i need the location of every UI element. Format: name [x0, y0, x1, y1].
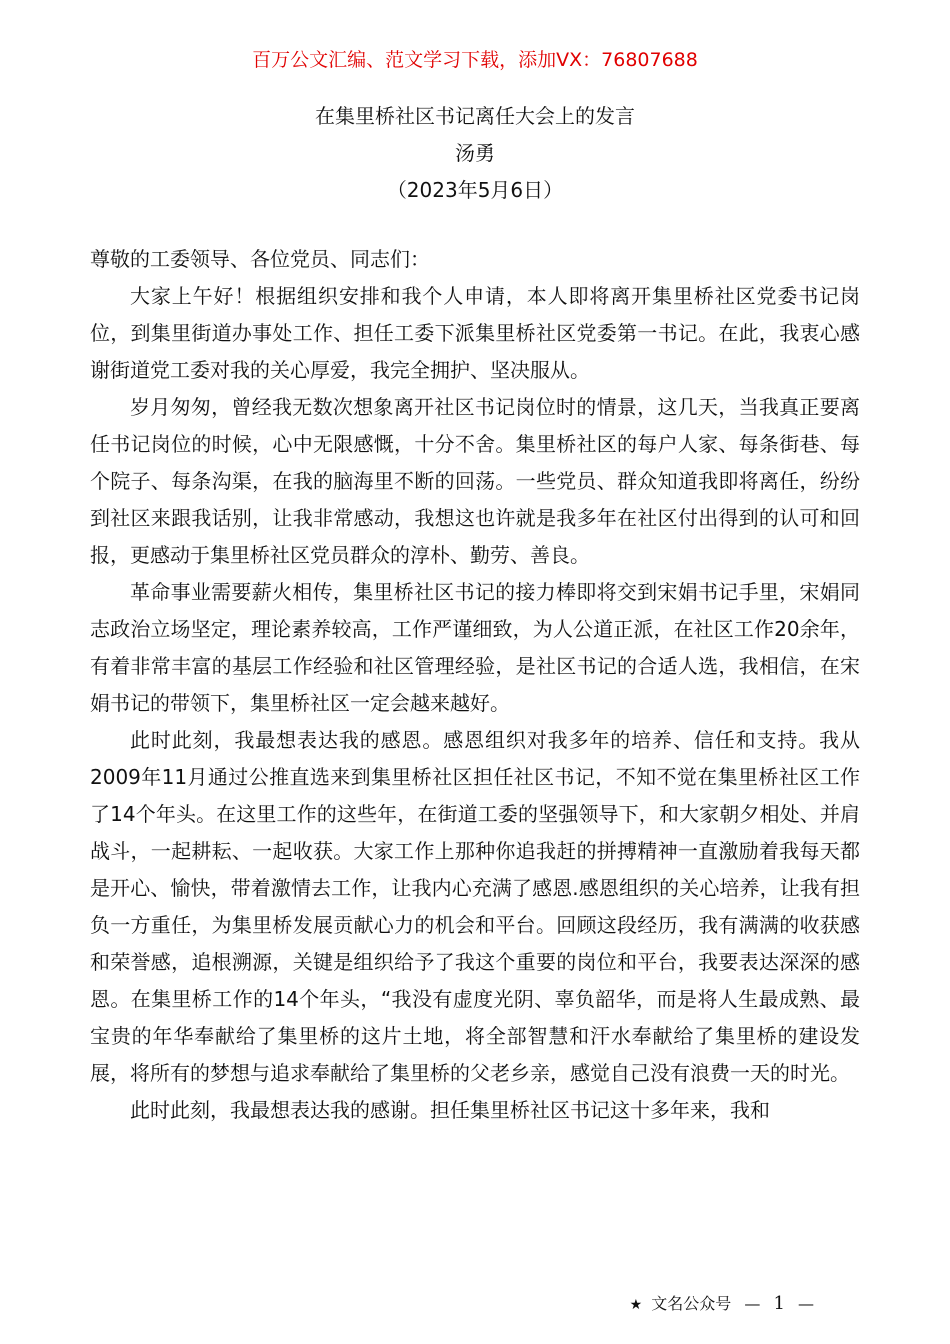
paragraph-1: 大家上午好！根据组织安排和我个人申请，本人即将离开集里桥社区党委书记岗位，到集里街道办事处工作、担任工委下派集里桥社区党委第一书记。在此，我衷心感谢街道党工委对我的关心厚爱，我完全拥护、坚决服从。: [90, 284, 860, 382]
speech-title: 在集里桥社区书记离任大会上的发言: [315, 104, 635, 128]
footer-source: 文名公众号: [651, 1294, 732, 1313]
paragraph-2: 岁月匆匆，曾经我无数次想象离开社区书记岗位时的情景，这几天，当我真正要离任书记岗位的时候，心中无限感慨，十分不舍。集里桥社区的每户人家、每条街巷、每个院子、每条沟渠，在我的脑海里不断的回荡。一些党员、群众知道我即将离任，纷纷到社区来跟我话别，让我非常感动，我想这也许就是我多年在社区付出得到的认可和回报，更感动于集里桥社区党员群众的淳朴、勤劳、善良。: [90, 395, 860, 567]
salutation: 尊敬的工委领导、各位党员、同志们：: [90, 247, 430, 271]
footer-dash-right: —: [798, 1294, 814, 1313]
header-block: [0, 98, 950, 209]
page-number: 1: [773, 1293, 785, 1314]
paragraph-4: 此时此刻，我最想表达我的感恩。感恩组织对我多年的培养、信任和支持。我从2009年11月通过公推直选来到集里桥社区担任社区书记，不知不觉在集里桥社区工作了14个年头。在这里工作的这些年，在街道工委的坚强领导下，和大家朝夕相处、并肩战斗，一起耕耘、一起收获。大家工作上那种你追我赶的拼搏精神一直激励着我每天都是开心、愉快，带着激情去工作，让我内心充满了感恩.感恩组织的关心培养，让我有担负一方重任，为集里桥发展贡献心力的机会和平台。回顾这段经历，我有满满的收获感和荣誉感，追根溯源，关键是组织给予了我这个重要的岗位和平台，我要表达深深的感恩。在集里桥工作的14个年头，“我没有虚度光阴、辜负韶华，而是将人生最成熟、最宝贵的年华奉献给了集里桥的这片土地，将全部智慧和汗水奉献给了集里桥的建设发展，将所有的梦想与追求奉献给了集里桥的父老乡亲，感觉自己没有浪费一天的时光。: [90, 728, 860, 1085]
footer-dash-left: —: [744, 1294, 761, 1313]
paragraph-3: 革命事业需要薪火相传，集里桥社区书记的接力棒即将交到宋娟书记手里，宋娟同志政治立场坚定，理论素养较高，工作严谨细致，为人公道正派，在社区工作20余年，有着非常丰富的基层工作经验和社区管理经验，是社区书记的合适人选，我相信，在宋娟书记的带领下，集里桥社区一定会越来越好。: [90, 580, 860, 715]
speech-body: [90, 241, 860, 1129]
star-icon: ★: [629, 1297, 643, 1313]
promo-banner: 百万公文汇编、范文学习下载，添加VX：76807688: [252, 49, 698, 71]
speech-date: （2023年5月6日）: [386, 178, 564, 202]
speaker-name: 汤勇: [455, 141, 495, 165]
page-footer: [630, 1292, 822, 1317]
paragraph-5: 此时此刻，我最想表达我的感谢。担任集里桥社区书记这十多年来，我和: [130, 1098, 770, 1122]
